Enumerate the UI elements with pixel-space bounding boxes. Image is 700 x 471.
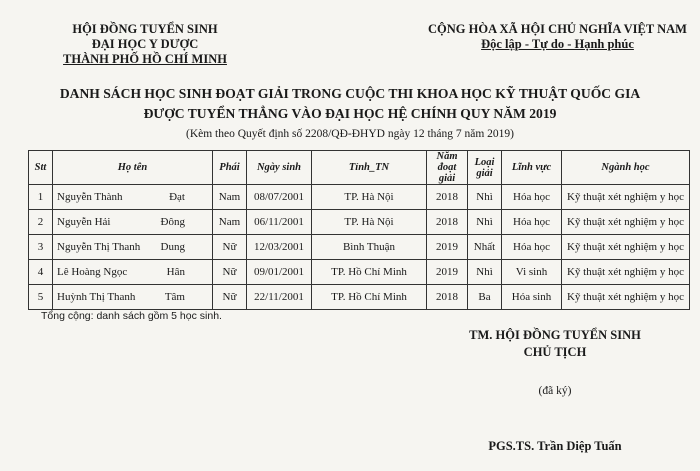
- cell-ngay-sinh: 08/07/2001: [247, 185, 312, 210]
- cell-ten: Đông: [160, 216, 185, 228]
- signature-title: TM. HỘI ĐỒNG TUYỂN SINH: [469, 328, 641, 342]
- table-row: [29, 285, 690, 310]
- cell-tinh: Bình Thuận: [312, 235, 427, 260]
- cell-ten: Dung: [160, 241, 185, 253]
- cell-ho-ten: [53, 235, 213, 260]
- cell-stt: 1: [29, 185, 53, 210]
- signature-role: CHỦ TỊCH: [523, 345, 587, 359]
- cell-nganh: Kỹ thuật xét nghiệm y học: [562, 185, 690, 210]
- table-row: [29, 210, 690, 235]
- cell-phai: Nữ: [213, 285, 247, 310]
- cell-nganh: Kỹ thuật xét nghiệm y học: [562, 285, 690, 310]
- cell-loai: Ba: [468, 285, 502, 310]
- cell-tinh: TP. Hồ Chí Minh: [312, 260, 427, 285]
- cell-ten: Hân: [166, 266, 185, 278]
- cell-ngay-sinh: 12/03/2001: [247, 235, 312, 260]
- issuer-line-2: ĐẠI HỌC Y DƯỢC: [91, 37, 199, 51]
- decision-reference: (Kèm theo Quyết định số 2208/QĐ-ĐHYD ngày 12 tháng 7 năm 2019): [185, 128, 515, 140]
- cell-tinh: TP. Hà Nội: [312, 185, 427, 210]
- cell-linh-vuc: Hóa sinh: [502, 285, 562, 310]
- cell-nam: 2019: [427, 235, 468, 260]
- cell-ngay-sinh: 09/01/2001: [247, 260, 312, 285]
- header-linh-vuc: Lĩnh vực: [502, 151, 562, 185]
- cell-linh-vuc: Hóa học: [502, 185, 562, 210]
- table-header-row: [29, 151, 690, 185]
- student-table: [28, 150, 690, 310]
- title-line-2: ĐƯỢC TUYỂN THẲNG VÀO ĐẠI HỌC HỆ CHÍNH QUY NĂM 2019: [143, 106, 557, 121]
- issuer-line-3: THÀNH PHỐ HỒ CHÍ MINH: [63, 52, 227, 66]
- cell-ngay-sinh: 22/11/2001: [247, 285, 312, 310]
- cell-tinh: TP. Hồ Chí Minh: [312, 285, 427, 310]
- cell-nganh: Kỹ thuật xét nghiệm y học: [562, 210, 690, 235]
- cell-stt: 2: [29, 210, 53, 235]
- header-stt: Stt: [29, 151, 53, 185]
- cell-loai: Nhì: [468, 260, 502, 285]
- cell-ten: Tâm: [164, 291, 185, 303]
- title-line-1: DANH SÁCH HỌC SINH ĐOẠT GIẢI TRONG CUỘC THI KHOA HỌC KỸ THUẬT QUỐC GIA: [59, 86, 641, 101]
- header-nganh: Ngành học: [562, 151, 690, 185]
- issuer-line-1: HỘI ĐỒNG TUYỂN SINH: [72, 22, 218, 36]
- total-note: Tổng cộng: danh sách gồm 5 học sinh.: [41, 310, 222, 322]
- cell-tinh: TP. Hà Nội: [312, 210, 427, 235]
- header-tinh: Tỉnh_TN: [312, 151, 427, 185]
- signer-name: PGS.TS. Trần Diệp Tuấn: [488, 439, 622, 453]
- national-header: [415, 22, 700, 52]
- cell-ho-ten: [53, 260, 213, 285]
- cell-phai: Nam: [213, 210, 247, 235]
- cell-stt: 5: [29, 285, 53, 310]
- cell-ho: Nguyễn Thị Thanh: [57, 241, 141, 253]
- cell-ngay-sinh: 06/11/2001: [247, 210, 312, 235]
- table-row: [29, 260, 690, 285]
- national-motto: Độc lập - Tự do - Hạnh phúc: [481, 37, 634, 51]
- cell-loai: Nhất: [468, 235, 502, 260]
- header-ho-ten: Họ tên: [53, 151, 213, 185]
- table-row: [29, 235, 690, 260]
- cell-ho-ten: [53, 185, 213, 210]
- cell-ho-ten: [53, 285, 213, 310]
- cell-nam: 2018: [427, 185, 468, 210]
- cell-nganh: Kỹ thuật xét nghiệm y học: [562, 260, 690, 285]
- header-nam: Năm đoạt giải: [427, 151, 468, 185]
- cell-ho: Lê Hoàng Ngọc: [57, 266, 128, 278]
- cell-stt: 3: [29, 235, 53, 260]
- issuer-header: [30, 22, 260, 67]
- header-ngay-sinh: Ngày sinh: [247, 151, 312, 185]
- cell-ho: Nguyễn Thành: [57, 191, 123, 203]
- table-row: [29, 185, 690, 210]
- cell-linh-vuc: Hóa học: [502, 235, 562, 260]
- cell-phai: Nữ: [213, 235, 247, 260]
- cell-linh-vuc: Hóa học: [502, 210, 562, 235]
- header-loai: Loại giải: [468, 151, 502, 185]
- cell-linh-vuc: Vi sinh: [502, 260, 562, 285]
- cell-ho: Nguyễn Hải: [57, 216, 111, 228]
- cell-ten: Đạt: [169, 191, 185, 203]
- cell-nganh: Kỹ thuật xét nghiệm y học: [562, 235, 690, 260]
- cell-loai: Nhì: [468, 210, 502, 235]
- signature-block: [420, 327, 690, 361]
- cell-phai: Nam: [213, 185, 247, 210]
- document-title: [0, 84, 700, 124]
- cell-ho-ten: [53, 210, 213, 235]
- cell-nam: 2018: [427, 285, 468, 310]
- cell-nam: 2018: [427, 210, 468, 235]
- national-name: CỘNG HÒA XÃ HỘI CHỦ NGHĨA VIỆT NAM: [428, 22, 687, 36]
- cell-nam: 2019: [427, 260, 468, 285]
- cell-stt: 4: [29, 260, 53, 285]
- cell-ho: Huỳnh Thị Thanh: [57, 291, 136, 303]
- cell-phai: Nữ: [213, 260, 247, 285]
- header-phai: Phái: [213, 151, 247, 185]
- cell-loai: Nhì: [468, 185, 502, 210]
- signed-note: (đã ký): [538, 385, 572, 397]
